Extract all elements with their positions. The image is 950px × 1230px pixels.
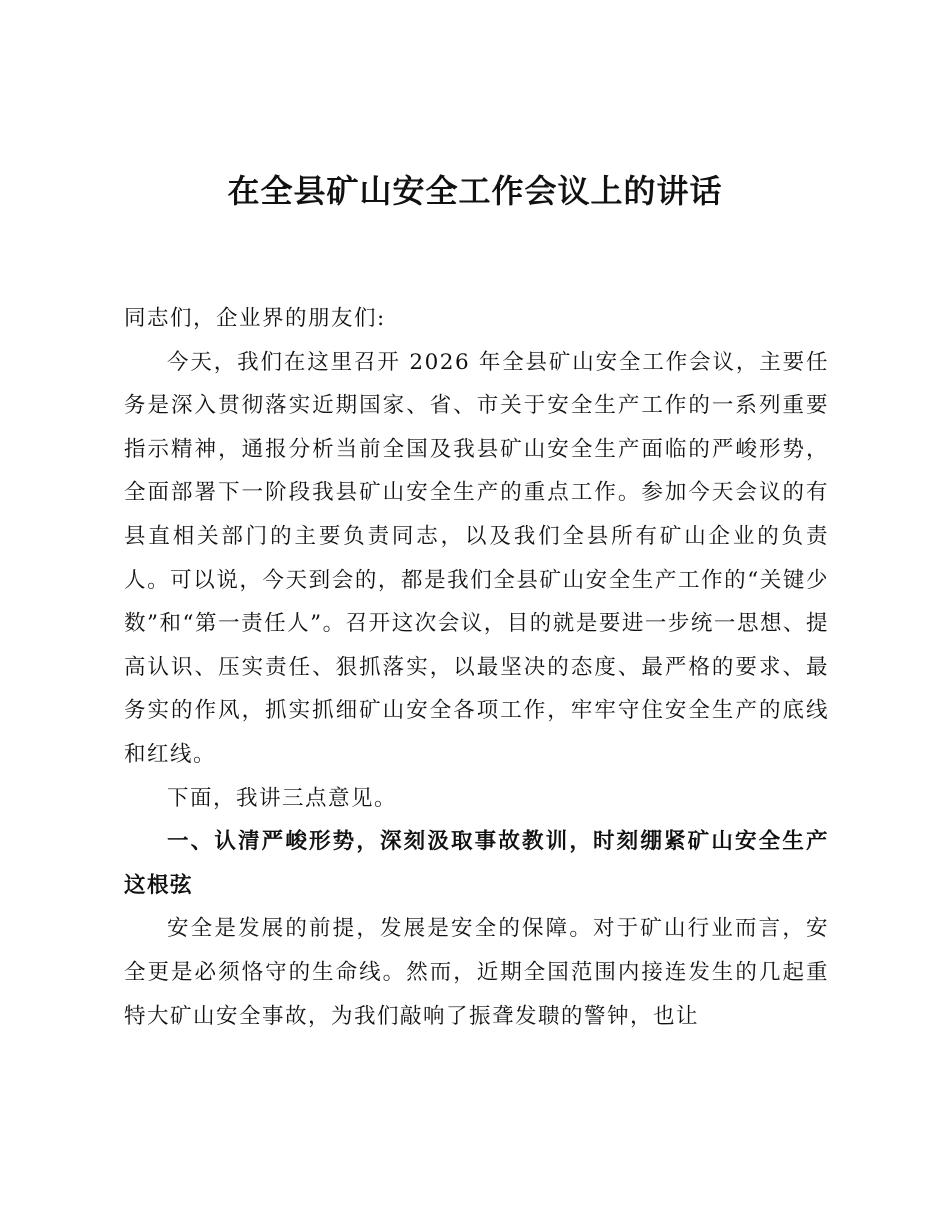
salutation: 同志们，企业界的朋友们: [124,306,386,331]
document-title: 在全县矿山安全工作会议上的讲话 [227,172,723,210]
paragraph-outline: 下面，我讲三点意见。 [167,785,398,811]
section-heading-1: 一、认清严峻形势，深刻汲取事故教训，时刻绷紧矿山安全生产这根弦 [124,829,829,898]
paragraph-opening: 今天，我们在这里召开 2026 年全县矿山安全工作会议，主要任务是深入贯彻落实近期国家、省、市关于安全生产工作的一系列重要指示精神，通报分析当前全国及我县矿山安全生产面临的严峻形势，全面部署下一阶段我县矿山安全生产的重点工作。参加今天会议的有县直相关部门的主要负责同志，以及我们全县所有矿山企业的负责人。可以说，今天到会的，都是我们全县矿山安全生产工作的“关键少数”和“第一责任人”。召开这次会议，目的就是要进一步统一思想、提高认识、压实责任、狠抓落实，以最坚决的态度、最严格的要求、最务实的作风，抓实抓细矿山安全各项工作，牢牢守住安全生产的底线和红线。 [124,349,829,767]
paragraph-section-1: 安全是发展的前提，发展是安全的保障。对于矿山行业而言，安全更是必须恪守的生命线。然而，近期全国范围内接连发生的几起重特大矿山安全事故，为我们敲响了振聋发聩的警钟，也让 [124,916,829,1029]
document-body [124,297,829,1038]
